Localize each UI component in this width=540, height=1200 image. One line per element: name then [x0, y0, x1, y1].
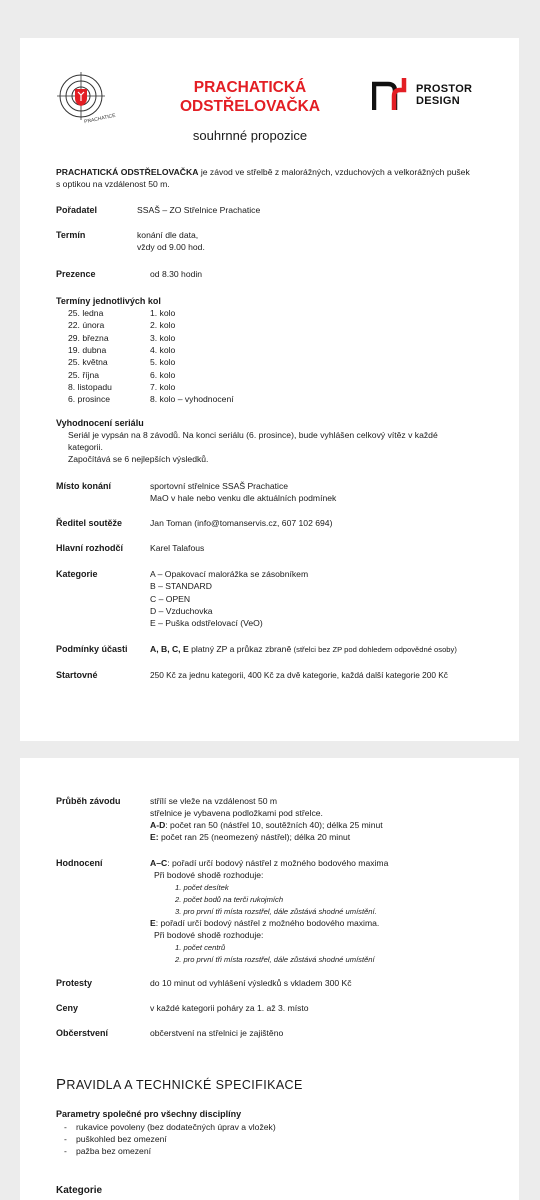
value-reditel: Jan Toman (info@tomanservis.cz, 607 102 694) — [150, 518, 333, 528]
label-misto: Místo konání — [56, 481, 112, 491]
pravidla-heading-rest: RAVIDLA A TECHNICKÉ SPECIFIKACE — [66, 1078, 303, 1092]
bullet-dash: - — [64, 1146, 67, 1156]
brand-line2: DESIGN — [416, 95, 460, 107]
parametr-item: puškohled bez omezení — [76, 1134, 167, 1144]
kolo-date: 22. února — [68, 320, 105, 331]
kolo-date: 19. dubna — [68, 344, 107, 355]
kolo-date: 25. května — [68, 357, 108, 368]
prubeh-line1: střílí se vleže na vzdálenost 50 m — [150, 796, 278, 806]
parametr-item: rukavice povoleny (bez dodatečných úprav a vložek) — [76, 1122, 276, 1132]
value-protesty: do 10 minut od vyhlášení výsledků s vkladem 300 Kč — [150, 978, 352, 988]
label-reditel: Ředitel soutěže — [56, 518, 123, 528]
kolo-number: 4. kolo — [150, 344, 176, 355]
hodnoceni-a-item: 2. počet bodů na terči rukojmích — [175, 895, 284, 904]
kolo-number: 2. kolo — [150, 320, 176, 331]
kategorie-item: B – STANDARD — [150, 581, 212, 592]
value-prezence: od 8.30 hodin — [150, 269, 203, 279]
pravidla-heading — [56, 1076, 303, 1093]
doc-subtitle: souhrnné propozice — [192, 128, 308, 143]
kolo-number: 8. kolo – vyhodnocení — [150, 394, 234, 405]
hodnoceni-a-bold: A–C — [150, 858, 168, 868]
hodnoceni-a-item: 3. pro první tři místa rozstřel, dále zůstává shodné umístění. — [175, 907, 377, 916]
hodnoceni-a-item: 1. počet desítek — [175, 883, 229, 892]
hodnoceni-shoda2: Při bodové shodě rozhoduje: — [154, 930, 264, 940]
label-ceny: Ceny — [56, 1003, 79, 1013]
kategorie-item: C – OPEN — [150, 593, 191, 604]
value-misto-line2: MaO v hale nebo venku dle aktuálních podmínek — [150, 493, 337, 503]
kolo-date: 6. prosince — [68, 394, 111, 405]
value-obcerstveni: občerstvení na střelnici je zajištěno — [150, 1028, 284, 1038]
hodnoceni-a-rest: : pořadí určí bodový nástřel z možného bodového maxima — [167, 858, 389, 868]
intro-line1 — [56, 167, 470, 178]
kolo-date: 25. října — [68, 369, 100, 380]
hodnoceni-e-bold: E — [150, 918, 156, 928]
value-termin-line1: konání dle data, — [137, 230, 199, 240]
kategorie-item: A – Opakovací malorážka se zásobníkem — [150, 569, 309, 579]
prubeh-line4-rest: počet ran 25 (neomezený nástřel); délka 20 minut — [158, 832, 351, 842]
prubeh-line2: střelnice je vybavena podložkami pod střelce. — [150, 808, 323, 818]
intro-line2: s optikou na vzdálenost 50 m. — [56, 179, 170, 189]
label-podminky: Podmínky účasti — [56, 644, 128, 654]
serial-line2: kategorii. — [68, 442, 103, 452]
kolo-number: 3. kolo — [150, 332, 176, 343]
value-misto-line1: sportovní střelnice SSAŠ Prachatice — [150, 481, 289, 491]
serial-line3: Započítává se 6 nejlepších výsledků. — [68, 454, 209, 464]
bullet-dash: - — [64, 1122, 67, 1132]
kolo-number: 1. kolo — [150, 308, 176, 318]
prubeh-line4-bold: E: — [150, 832, 159, 842]
bullet-dash: - — [64, 1134, 67, 1144]
parametr-item: pažba bez omezení — [76, 1146, 152, 1156]
prubeh-line3 — [150, 820, 383, 831]
kolo-number: 6. kolo — [150, 369, 176, 380]
label-hodnoceni: Hodnocení — [56, 858, 103, 868]
value-termin-line2: vždy od 9.00 hod. — [137, 242, 205, 252]
hodnoceni-e — [150, 918, 379, 929]
value-rozhodci: Karel Talafous — [150, 543, 205, 553]
brand-line1: PROSTOR — [416, 83, 473, 95]
serial-line1: Seriál je vypsán na 8 závodů. Na konci seriálu (6. prosince), bude vyhlášen celkový vítěz v každé — [68, 430, 438, 440]
prubeh-line3-bold: A-D — [150, 820, 166, 830]
kolo-number: 7. kolo — [150, 381, 176, 392]
label-termin: Termín — [56, 230, 86, 240]
intro-bold: PRACHATICKÁ ODSTŘELOVAČKA — [56, 167, 199, 177]
label-startovne: Startovné — [56, 670, 98, 680]
label-obcerstveni: Občerstvení — [56, 1028, 109, 1038]
pravidla-heading-first: P — [56, 1076, 67, 1093]
label-poradatel: Pořadatel — [56, 205, 98, 215]
kolo-date: 25. ledna — [68, 308, 104, 318]
doc-title-line2: ODSTŘELOVAČKA — [179, 98, 321, 115]
label-prezence: Prezence — [56, 269, 96, 279]
label-rozhodci: Hlavní rozhodčí — [56, 543, 124, 553]
hodnoceni-e-rest: : pořadí určí bodový nástřel z možného bodového maxima. — [155, 918, 380, 928]
hodnoceni-e-item: 1. počet centrů — [175, 943, 226, 952]
kategorie-item: E – Puška odstřelovací (VeO) — [150, 618, 263, 629]
doc-title-line1: PRACHATICKÁ — [193, 79, 307, 96]
label-kategorie: Kategorie — [56, 569, 98, 579]
value-startovne: 250 Kč za jednu kategorii, 400 Kč za dvě kategorie, každá další kategorie 200 Kč — [150, 670, 448, 680]
kolo-number: 5. kolo — [150, 357, 176, 368]
kategorie-item: D – Vzduchovka — [150, 605, 213, 616]
label-parametry: Parametry společné pro všechny disciplíny — [56, 1109, 242, 1119]
brand-mark-icon — [372, 76, 414, 112]
document-page-2 — [20, 758, 519, 1200]
document-page-1 — [20, 38, 519, 741]
podminky-small: (střelci bez ZP pod dohledem odpovědné osoby) — [293, 645, 457, 654]
label-kategorie-2: Kategorie — [56, 1185, 103, 1196]
value-ceny: v každé kategorii poháry za 1. až 3. místo — [150, 1003, 309, 1013]
label-serial: Vyhodnocení seriálu — [56, 418, 144, 428]
value-poradatel: SSAŠ – ZO Střelnice Prachatice — [137, 205, 261, 215]
prostor-design-logo — [372, 76, 492, 112]
label-prubeh: Průběh závodu — [56, 796, 121, 806]
kolo-date: 29. března — [68, 332, 109, 343]
label-kola: Termíny jednotlivých kol — [56, 296, 161, 306]
hodnoceni-e-item: 2. pro první tři místa rozstřel, dále zůstává shodné umístění — [175, 955, 375, 964]
kolo-date: 8. listopadu — [68, 381, 112, 392]
prubeh-line4 — [150, 832, 350, 843]
value-podminky — [150, 644, 457, 655]
target-logo — [54, 72, 116, 124]
target-logo-text: PRACHATICE — [83, 112, 117, 126]
hodnoceni-shoda1: Při bodové shodě rozhoduje: — [154, 870, 264, 880]
hodnoceni-a — [150, 858, 388, 869]
podminky-mid: platný ZP a průkaz zbraně — [188, 644, 294, 654]
intro-rest: je závod ve střelbě z malorážných, vzduchových a velkorážných pušek — [198, 167, 470, 177]
podminky-bold: A, B, C, E — [150, 644, 189, 654]
prubeh-line3-rest: : počet ran 50 (nástřel 10, soutěžních 40); délka 25 minut — [165, 820, 383, 830]
label-protesty: Protesty — [56, 978, 93, 988]
